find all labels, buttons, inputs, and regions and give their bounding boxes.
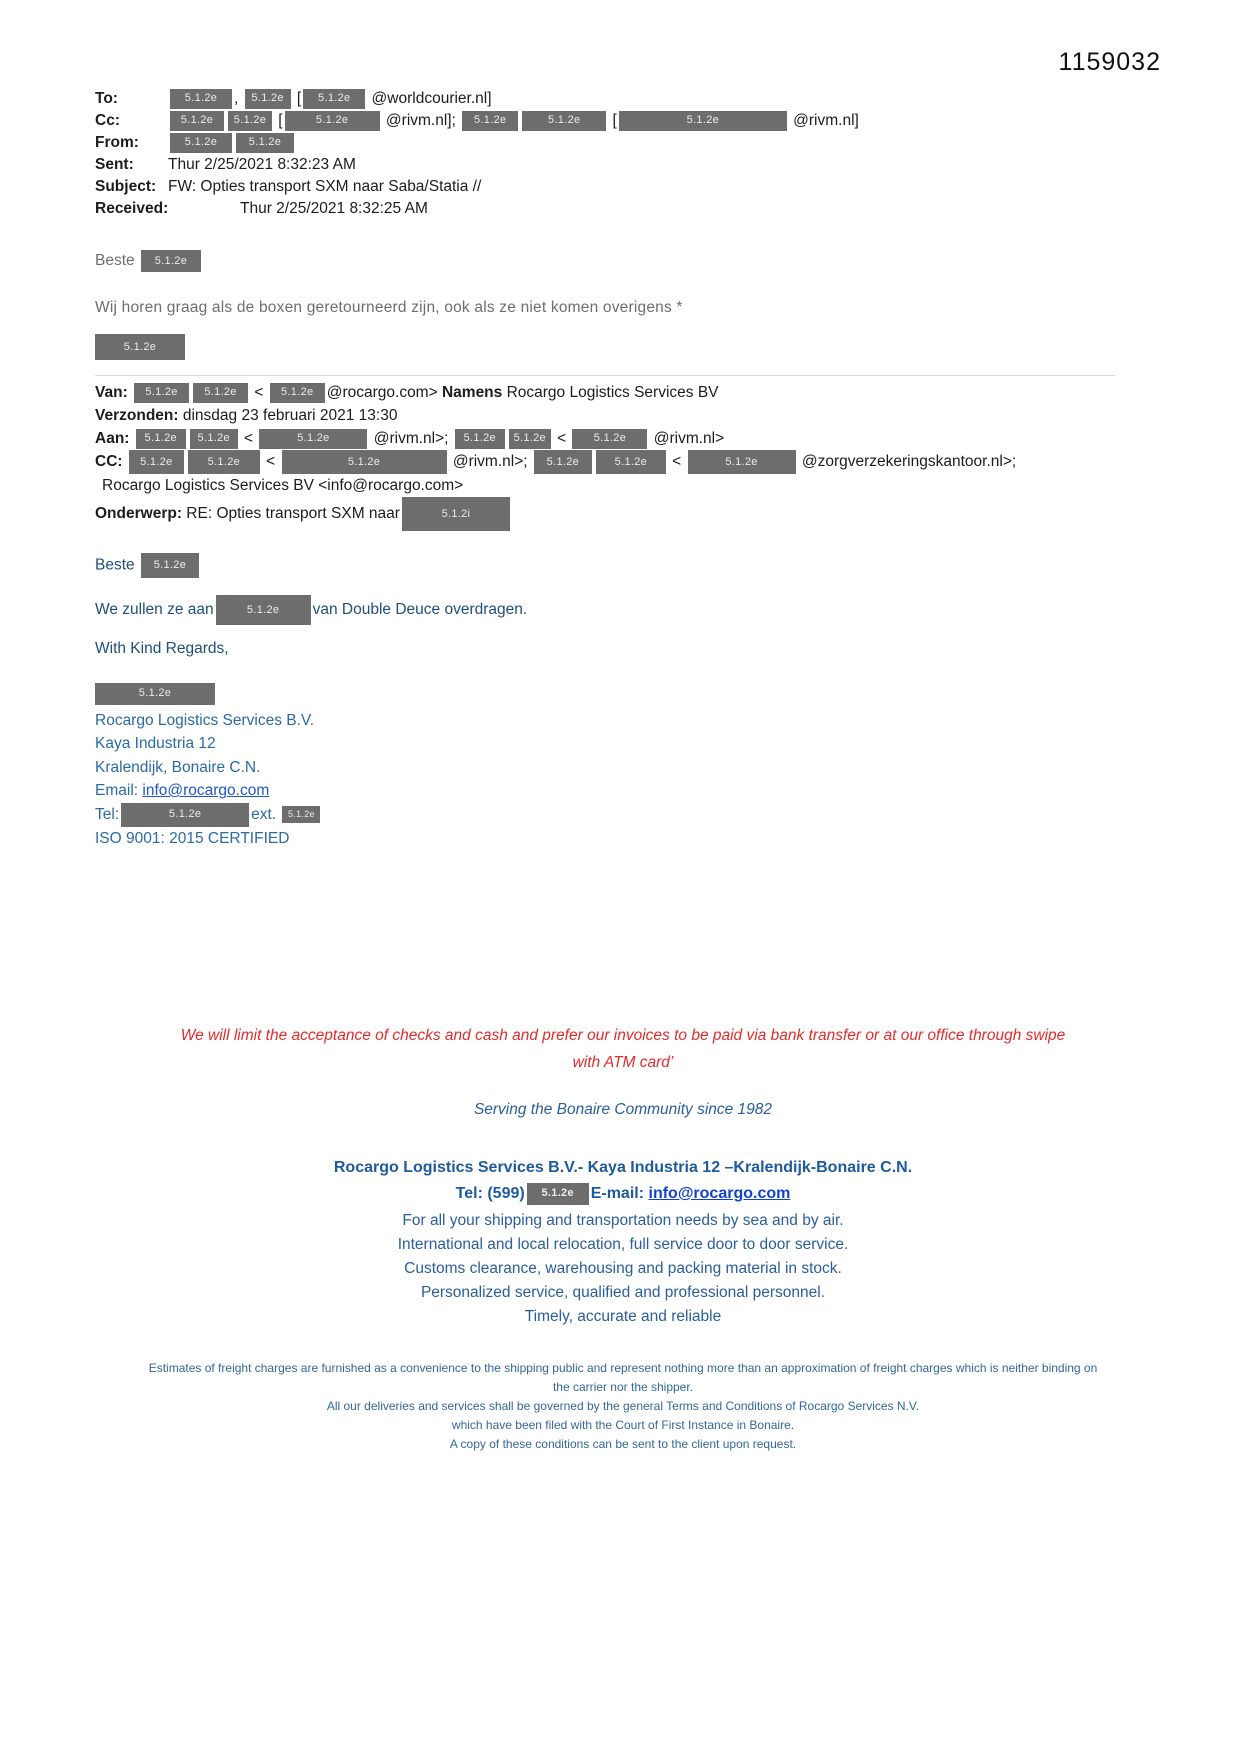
text-run: @rivm.nl>; (448, 453, 532, 471)
redaction-box: 5.1.2e (193, 383, 248, 403)
from-value (168, 132, 1151, 154)
sent-label: Sent: (95, 156, 134, 173)
footer-company-block (95, 1155, 1151, 1207)
payment-notice (95, 1022, 1151, 1076)
text-run: Thur 2/25/2021 8:32:25 AM (240, 200, 428, 217)
subject-value (168, 176, 1151, 198)
quoted-message-divider (95, 375, 1115, 376)
legal-line: Estimates of freight charges are furnished as a convenience to the shipping public and represent nothing more than an approximation of freight charges which is neither binding on (148, 1361, 1098, 1375)
text-run: Tel: (95, 805, 120, 823)
footer-legal-text (95, 1359, 1151, 1454)
redaction-box: 5.1.2e (527, 1183, 589, 1205)
sent-value (168, 154, 1151, 176)
text-run: E-mail: (590, 1185, 649, 1202)
text-run: @rivm.nl] (788, 112, 859, 129)
header-row-sent (95, 154, 1151, 176)
text-run: @rivm.nl> (649, 430, 725, 447)
redaction-box: 5.1.2e (509, 429, 551, 449)
promo-line: Timely, accurate and reliable (524, 1308, 722, 1325)
redaction-box: 5.1.2e (455, 429, 505, 449)
text-run: Rocargo Logistics Services BV <info@rocargo.com> (102, 477, 464, 494)
subject-label: Subject: (95, 178, 157, 195)
regards-line: With Kind Regards, (95, 640, 229, 657)
text-run: @rocargo.com> (326, 384, 442, 401)
van-value (132, 384, 718, 401)
redaction-box: 5.1.2e (141, 250, 201, 272)
text-run: Thur 2/25/2021 8:32:23 AM (168, 156, 356, 173)
redaction-box: 5.1.2e (188, 450, 260, 474)
footer-promo-lines (95, 1209, 1151, 1329)
text-run: Namens (441, 384, 503, 401)
quoted-row-cc (95, 450, 1151, 474)
redaction-box: 5.1.2e (285, 111, 380, 131)
to-label: To: (95, 90, 118, 107)
text-run: ext. (251, 805, 281, 823)
redaction-box: 5.1.2e (619, 111, 787, 131)
redaction-box: 5.1.2e (270, 383, 325, 403)
signature-name-redaction (95, 682, 1151, 706)
text-run: FW: Opties transport SXM naar Saba/Statia // (168, 178, 482, 195)
cc-value (168, 110, 1151, 132)
promo-line: Customs clearance, warehousing and packing material in stock. (404, 1260, 842, 1277)
redaction-box: 5.1.2e (534, 450, 592, 474)
verzonden-value (183, 407, 398, 424)
redaction-box: 5.1.2e (228, 111, 272, 131)
email-link[interactable]: info@rocargo.com (648, 1185, 791, 1202)
legal-line: the carrier nor the shipper. (552, 1380, 694, 1394)
verzonden-label: Verzonden: (95, 407, 183, 424)
signature-street: Kaya Industria 12 (95, 735, 216, 752)
signature-block (95, 682, 1151, 850)
quoted-row-company (95, 474, 1151, 497)
header-row-cc (95, 110, 1151, 132)
signature-city: Kralendijk, Bonaire C.N. (95, 758, 261, 776)
text-run: [ (274, 112, 283, 129)
text-run: , (234, 90, 243, 107)
reply-greeting (95, 553, 1151, 578)
redaction-box: 5.1.2e (236, 133, 294, 153)
cc-label: Cc: (95, 112, 120, 129)
quoted-row-aan (95, 427, 1151, 450)
text-run: < (667, 453, 686, 471)
text-run: @rivm.nl>; (369, 430, 453, 447)
redaction-box: 5.1.2e (170, 111, 224, 131)
text-run: van Double Deuce overdragen. (312, 601, 528, 619)
redaction-box: 5.1.2e (596, 450, 666, 474)
van-label: Van: (95, 384, 133, 401)
aan-label: Aan: (95, 430, 134, 447)
vertical-gap (95, 850, 1151, 1022)
redaction-box: 5.1.2e (129, 450, 184, 474)
redaction-box: 5.1.2i (402, 497, 510, 531)
text-run: < (250, 384, 268, 401)
onderwerp-label: Onderwerp: (95, 505, 187, 523)
text-run: [ (608, 112, 617, 129)
text-run: Email: (95, 782, 143, 799)
email-link[interactable]: info@rocargo.com (142, 782, 270, 799)
standalone-redaction (95, 334, 1151, 360)
header-row-received (95, 198, 1151, 220)
footer-tel-line (95, 1181, 1151, 1207)
from-label: From: (95, 134, 139, 151)
payment-notice-line2: with ATM card’ (572, 1054, 674, 1071)
redaction-box: 5.1.2e (95, 683, 215, 705)
serving-tagline: Serving the Bonaire Community since 1982 (473, 1101, 773, 1118)
to-value (168, 88, 1151, 110)
document-number: 1159032 (1058, 48, 1161, 76)
quoted-row-van (95, 381, 1151, 404)
text-run: < (261, 453, 280, 471)
onderwerp-value (186, 505, 512, 522)
text-run: Tel: (599) (455, 1185, 525, 1202)
text-run: We zullen ze aan (95, 601, 214, 619)
redaction-box: 5.1.2e (216, 595, 311, 625)
text-run: RE: Opties transport SXM naar (186, 505, 400, 523)
body-paragraph: Wij horen graag als de boxen geretourneerd zijn, ook als ze niet komen overigens * (95, 299, 683, 316)
redaction-box: 5.1.2e (688, 450, 796, 474)
promo-line: Personalized service, qualified and professional personnel. (420, 1284, 826, 1301)
redaction-box: 5.1.2e (245, 89, 291, 109)
signature-iso: ISO 9001: 2015 CERTIFIED (95, 829, 290, 847)
legal-line: which have been filed with the Court of First Instance in Bonaire. (451, 1418, 795, 1432)
aan-value (134, 430, 724, 447)
redaction-box: 5.1.2e (572, 429, 647, 449)
text-run: < (552, 430, 571, 447)
redaction-box: 5.1.2e (134, 383, 189, 403)
text-run: [ (292, 90, 302, 107)
redaction-box: 5.1.2e (282, 806, 320, 823)
signature-email-line (95, 779, 1151, 803)
promo-line: International and local relocation, full service door to door service. (397, 1236, 849, 1253)
quoted-cc-value (127, 453, 1016, 470)
text-run: Beste (95, 252, 139, 270)
quoted-header (95, 381, 1151, 531)
promo-line: For all your shipping and transportation needs by sea and by air. (402, 1212, 844, 1229)
redaction-box: 5.1.2e (95, 334, 185, 360)
redaction-box: 5.1.2e (303, 89, 365, 109)
signature-tel-line (95, 803, 1151, 827)
payment-notice-line1: We will limit the acceptance of checks and cash and prefer our invoices to be paid via bank transfer or at our office through swipe (180, 1027, 1066, 1044)
text-run: dinsdag 23 februari 2021 13:30 (182, 407, 398, 424)
text-run: @rivm.nl]; (381, 112, 461, 129)
text-run: < (239, 430, 258, 447)
redaction-box: 5.1.2e (121, 803, 249, 827)
redaction-box: 5.1.2e (136, 429, 186, 449)
quoted-row-verzonden (95, 404, 1151, 427)
text-run: Beste (95, 556, 139, 574)
reply-paragraph (95, 595, 1151, 625)
redaction-box: 5.1.2e (170, 133, 232, 153)
received-label: Received: (95, 200, 169, 217)
redaction-box: 5.1.2e (522, 111, 606, 131)
header-row-to (95, 88, 1151, 110)
redaction-box: 5.1.2e (282, 450, 447, 474)
quoted-company-value (102, 477, 463, 494)
redaction-box: 5.1.2e (259, 429, 367, 449)
text-run: Rocargo Logistics Services BV (502, 384, 719, 401)
redaction-box: 5.1.2e (190, 429, 238, 449)
email-header (95, 88, 1151, 220)
legal-line: A copy of these conditions can be sent to the client upon request. (449, 1437, 797, 1451)
redaction-box: 5.1.2e (170, 89, 232, 109)
quoted-cc-label: CC: (95, 453, 127, 471)
signature-company: Rocargo Logistics Services B.V. (95, 711, 315, 729)
footer-company-line: Rocargo Logistics Services B.V.- Kaya Industria 12 –Kralendijk-Bonaire C.N. (333, 1159, 913, 1176)
legal-line: All our deliveries and services shall be governed by the general Terms and Conditions of Rocargo Services N.V. (326, 1399, 920, 1413)
header-row-from (95, 132, 1151, 154)
text-run: @worldcourier.nl] (367, 90, 492, 107)
quoted-row-onderwerp (95, 497, 1151, 531)
redaction-box: 5.1.2e (141, 553, 199, 578)
text-run: @zorgverzekeringskantoor.nl>; (797, 453, 1017, 471)
received-value (168, 198, 1151, 220)
greeting-line (95, 250, 1151, 272)
redaction-box: 5.1.2e (462, 111, 518, 131)
header-row-subject (95, 176, 1151, 198)
